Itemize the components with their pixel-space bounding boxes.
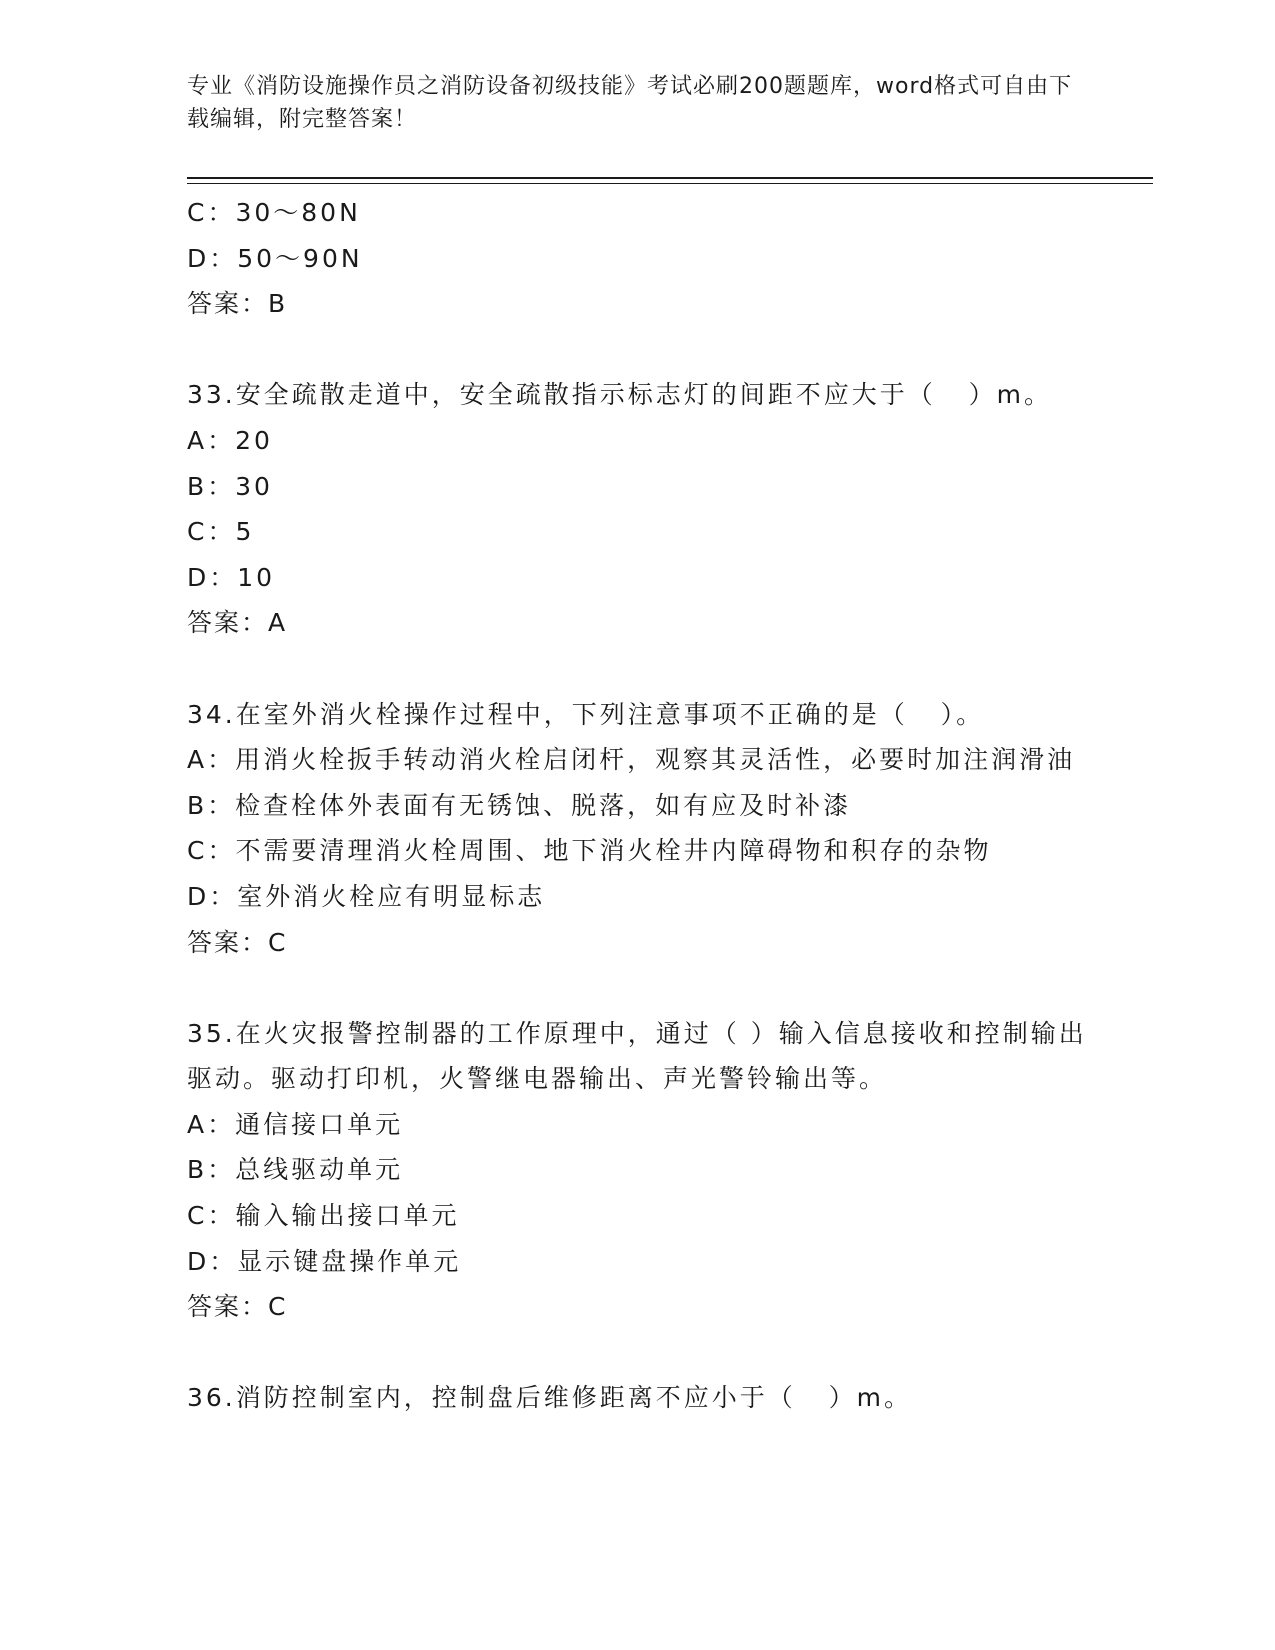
option-c: C：30～80N	[187, 198, 361, 227]
option-c: C：不需要清理消火栓周围、地下消火栓井内障碍物和积存的杂物	[187, 836, 992, 866]
answer: 答案：A	[187, 608, 288, 638]
question-stem: 36.消防控制室内，控制盘后维修距离不应小于（ ）m。	[187, 1383, 912, 1413]
question-32-continuation	[187, 190, 1087, 327]
question-list	[187, 190, 1087, 1421]
answer: 答案：C	[187, 1292, 288, 1322]
header-rule-thin	[187, 183, 1153, 184]
option-d: D：50～90N	[187, 243, 363, 273]
question-34	[187, 692, 1087, 966]
option-a: A：20	[187, 425, 273, 455]
page-header	[187, 70, 1087, 136]
option-d: D：室外消火栓应有明显标志	[187, 881, 546, 911]
spacer	[187, 1330, 1087, 1376]
option-c: C：输入输出接口单元	[187, 1201, 460, 1231]
question-stem: 35.在火灾报警控制器的工作原理中，通过（ ）输入信息接收和控制输出驱动。驱动打印机，火警继电器输出、声光警铃输出等。	[187, 1018, 1087, 1094]
question-stem: 33.安全疏散走道中，安全疏散指示标志灯的间距不应大于（ ）m。	[187, 380, 1052, 410]
question-35	[187, 1011, 1087, 1330]
spacer	[187, 327, 1087, 373]
question-stem: 34.在室外消火栓操作过程中，下列注意事项不正确的是（ ）。	[187, 699, 985, 729]
option-d: D：显示键盘操作单元	[187, 1246, 462, 1276]
spacer	[187, 646, 1087, 692]
question-36	[187, 1375, 1087, 1421]
answer: 答案：C	[187, 927, 288, 957]
option-d: D：10	[187, 562, 276, 592]
option-b: B：总线驱动单元	[187, 1155, 404, 1185]
option-b: B：检查栓体外表面有无锈蚀、脱落，如有应及时补漆	[187, 790, 852, 820]
header-rule-thick	[187, 177, 1153, 179]
question-33	[187, 372, 1087, 646]
option-c: C：5	[187, 517, 255, 547]
option-a: A：通信接口单元	[187, 1109, 404, 1139]
header-title: 专业《消防设施操作员之消防设备初级技能》考试必刷200题题库，word格式可自由下载编辑，附完整答案！	[187, 74, 1073, 132]
spacer	[187, 965, 1087, 1011]
option-b: B：30	[187, 471, 273, 501]
answer: 答案：B	[187, 289, 288, 319]
option-a: A：用消火栓扳手转动消火栓启闭杆，观察其灵活性，必要时加注润滑油	[187, 745, 1076, 775]
